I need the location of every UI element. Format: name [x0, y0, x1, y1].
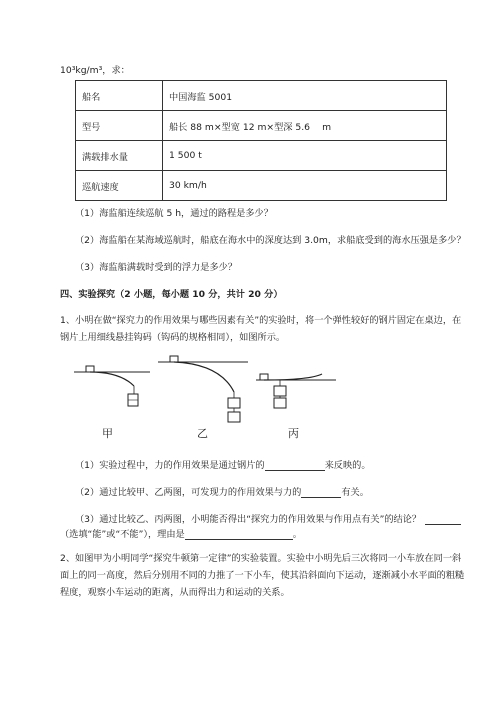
figure-bing — [256, 374, 336, 408]
figure-label-jia: 甲 — [102, 427, 113, 440]
table-cell-value: 船长 88 m×型宽 12 m×型深 5.6 m — [163, 111, 447, 141]
table-cell-label: 船名 — [76, 81, 163, 111]
problem-2-line-3: 程度，观察小车运动的距离，从而得出力和运动的关系。 — [60, 587, 290, 598]
table-cell-value: 30 km/h — [163, 171, 447, 201]
table-row — [76, 81, 447, 111]
question-1: （1）海监船连续巡航 5 h，通过的路程是多少？ — [75, 208, 273, 219]
table-cell-label: 满载排水量 — [76, 141, 163, 171]
figure-yi — [158, 356, 248, 422]
subquestion-2-text: （2）通过比较甲、乙两图，可发现力的作用效果与力的 — [75, 487, 302, 498]
subquestion-3-line-2 — [60, 526, 302, 540]
problem-1-line-1: 1、小明在做“探究力的作用效果与哪些因素有关”的实验时，将一个弹性较好的钢片固定在桌边，在 — [60, 315, 462, 326]
subquestion-1-text: （1）实验过程中，力的作用效果是通过钢片的 — [75, 460, 265, 471]
question-2: （2）海监船在某海域巡航时，船底在海水中的深度达到 3.0m，求船底受到的海水压强是多少？ — [75, 235, 466, 246]
subquestion-3-text: （3）通过比较乙、丙两图，小明能否得出“探究力的作用效果与作用点有关”的结论？ — [75, 514, 422, 525]
answer-blank[interactable] — [185, 529, 293, 540]
question-3: （3）海监船满载时受到的浮力是多少？ — [75, 262, 238, 273]
figure-label-yi: 乙 — [197, 427, 208, 440]
table-cell-label: 型号 — [76, 111, 163, 141]
answer-blank[interactable] — [265, 460, 325, 471]
subquestion-1-tail: 来反映的。 — [324, 460, 371, 471]
subquestion-1 — [75, 457, 371, 471]
table-cell-value: 中国海监 5001 — [163, 81, 447, 111]
problem-1-line-2: 钢片上用细线悬挂钩码（钩码的规格相同），如图所示。 — [60, 332, 286, 343]
problem-2-line-2: 面上的同一高度，然后分别用不同的力推了一下小车，使其沿斜面向下运动，逐渐减小水平面的粗糙 — [60, 570, 465, 581]
ship-spec-table — [75, 80, 447, 201]
figure-label-bing: 丙 — [288, 427, 299, 440]
answer-blank[interactable] — [301, 487, 341, 498]
problem-2-line-1: 2、如图甲为小明同学“探究牛顿第一定律”的实验装置。实验中小明先后三次将同一小车放在同一斜 — [60, 553, 462, 564]
section-heading: 四、实验探究（2 小题，每小题 10 分，共计 20 分） — [60, 289, 283, 300]
subquestion-2-tail: 有关。 — [341, 487, 369, 498]
figure-jia — [74, 366, 150, 406]
table-cell-label: 巡航速度 — [76, 171, 163, 201]
subquestion-3 — [75, 511, 461, 525]
table-row — [76, 111, 447, 141]
table-row — [76, 171, 447, 201]
table-row — [76, 141, 447, 171]
answer-blank[interactable] — [425, 514, 461, 525]
intro-line: 10³kg/m³，求： — [60, 65, 130, 76]
subquestion-3-choice-text: （选填“能”或“不能”），理由是 — [60, 529, 185, 540]
table-cell-value: 1 500 t — [163, 141, 447, 171]
subquestion-3-tail: 。 — [292, 529, 302, 540]
subquestion-2 — [75, 484, 369, 498]
